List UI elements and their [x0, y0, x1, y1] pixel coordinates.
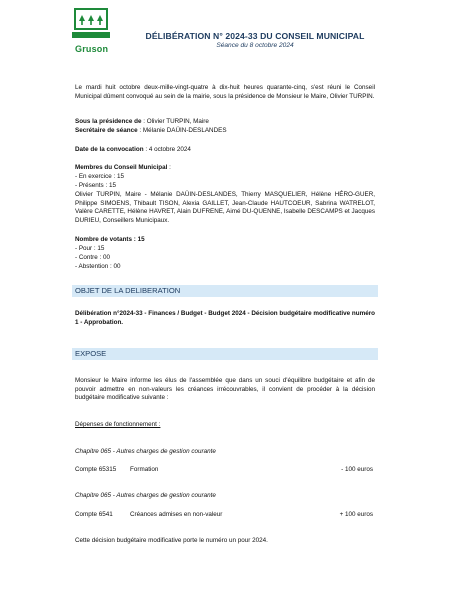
- depenses-label: Dépenses de fonctionnement :: [75, 421, 161, 428]
- budget-line-1-account: Compte 65315: [75, 466, 117, 473]
- expose-text: Monsieur le Maire informe les élus de l'assemblée que dans un souci d'équilibre budgétaire et afin de pouvoir admettre en non-valeurs les créances irrécouvrables, il convient de procéder à la décision budgétaire modificative suivante :: [75, 377, 375, 402]
- membres-label: Membres du Conseil Municipal: [75, 164, 168, 171]
- trees-icon: [74, 8, 108, 30]
- votants-value: : 15: [132, 236, 145, 243]
- votants-heading: [75, 236, 375, 245]
- votants-abstention: - Abstention : 00: [75, 263, 121, 270]
- intro-paragraph: Le mardi huit octobre deux-mille-vingt-quatre à dix-huit heures quarante-cinq, s'est réuni le Conseil Municipal dûment convoqué au sein de la mairie, sous la présidence de Monsieur le Maire, Olivier TURPIN.: [75, 84, 375, 100]
- presidence-label: Sous la présidence de: [75, 118, 142, 125]
- budget-line-1-label: Formation: [130, 466, 159, 473]
- votants-contre: - Contre : 00: [75, 254, 110, 261]
- objet-text: Délibération n°2024-33 - Finances / Budget - Budget 2024 - Décision budgétaire modificative numéro 1 - Approbation.: [75, 310, 375, 326]
- secretaire-value: : Mélanie DAÜIN-DESLANDES: [137, 127, 227, 134]
- membres-sep: :: [167, 164, 171, 171]
- conclusion-text: Cette décision budgétaire modificative porte le numéro un pour 2024.: [75, 537, 268, 544]
- membres-names: Olivier TURPIN, Maire - Mélanie DAÜIN-DESLANDES, Thierry MASQUELIER, Hélène HÉRO-GUER, Philippe SIMOENS, Thibault TISON, Alexia GAILLET, Jean-Claude HAUTCOEUR, Sabrina WATRELOT, Valère CARETTE, Hélène HAVRET, Alain DUFRENE, Aimé DU-QUENNE, Isabelle DESCAMPS et Jacques DURIEU, Conseillers Municipaux.: [75, 191, 375, 224]
- convocation-line: [75, 146, 375, 155]
- budget-line-1: [75, 466, 373, 475]
- logo-band: [72, 32, 110, 38]
- budget-line-2-label: Créances admises en non-valeur: [130, 511, 223, 518]
- chapitre-2: Chapitre 065 - Autres charges de gestion courante: [75, 492, 216, 499]
- budget-line-1-amount: - 100 euros: [341, 466, 373, 473]
- objet-section-heading: OBJET DE LA DELIBERATION: [72, 285, 378, 297]
- chapitre-1: Chapitre 065 - Autres charges de gestion courante: [75, 448, 216, 455]
- budget-line-2-amount: + 100 euros: [339, 511, 373, 518]
- secretaire-label: Secrétaire de séance: [75, 127, 138, 134]
- presidence-line: [75, 118, 375, 127]
- budget-line-2: [75, 511, 373, 520]
- convocation-label: Date de la convocation: [75, 146, 144, 153]
- gruson-logo: [72, 8, 112, 54]
- membres-exercice: - En exercice : 15: [75, 173, 124, 180]
- membres-presents: - Présents : 15: [75, 182, 116, 189]
- expose-section-heading: EXPOSE: [72, 348, 378, 360]
- votants-label: Nombre de votants: [75, 236, 133, 243]
- budget-line-2-account: Compte 6541: [75, 511, 113, 518]
- presidence-value: : Olivier TURPIN, Maire: [141, 118, 209, 125]
- logo-text: Gruson: [75, 44, 109, 54]
- convocation-value: : 4 octobre 2024: [143, 146, 191, 153]
- membres-heading: [75, 164, 375, 173]
- document-subtitle: Séance du 8 octobre 2024: [216, 42, 294, 49]
- document-title: DÉLIBÉRATION N° 2024-33 DU CONSEIL MUNICIPAL: [145, 31, 365, 41]
- votants-pour: - Pour : 15: [75, 245, 105, 252]
- secretaire-line: [75, 127, 375, 136]
